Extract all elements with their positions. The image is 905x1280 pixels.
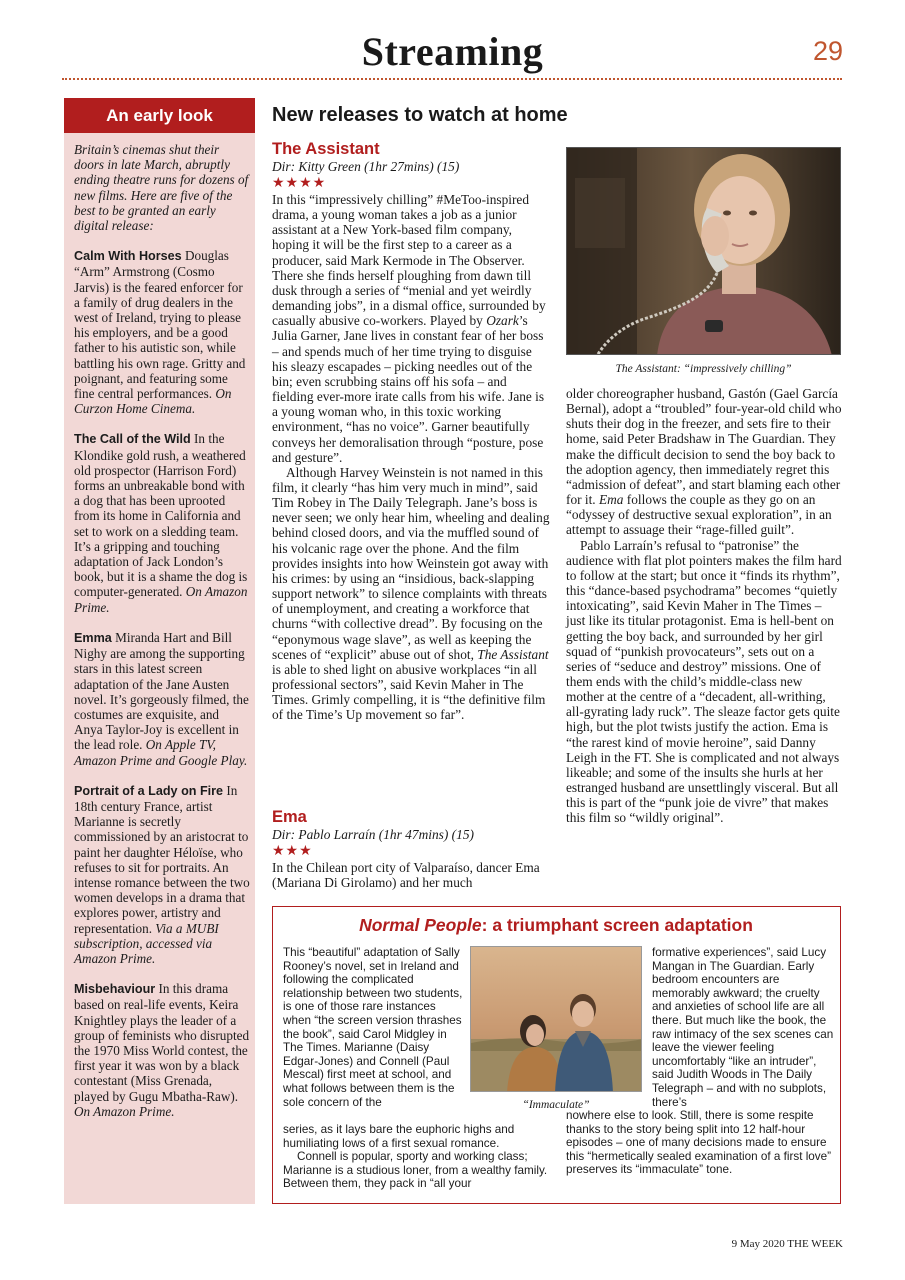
- photo-caption: The Assistant: “impressively chilling”: [615, 363, 792, 375]
- sidebar-item-text: Douglas “Arm” Armstrong (Cosmo Jarvis) is the feared enforcer for a family of drug dealers in the west of Ireland, trying to please his employers, and be a good father to his autistic son, while battling his own rage. Gritty and poignant, and featuring some fine central performances.: [74, 248, 246, 402]
- review-text: ’s Julia Garner, Jane lives in constant fear of her boss – and spends much of her time trying to disguise his sleazy escapades – picking needles out of the bin; even scrubbing stains off his sofa – and fielding ever-more irate calls from his wife. Jane is a young woman who, in this toxic working environment, “has no voice”. Garner beautifully conveys her demoralisation through “posture, pose and gesture”.: [272, 313, 545, 465]
- review-text-italic: The Assistant: [477, 646, 549, 662]
- sidebar-intro: Britain’s cinemas shut their doors in late March, abruptly ending theatre runs for dozens of new films. Here are five of the best to be granted an early digital release:: [74, 142, 249, 234]
- sidebar-item: [74, 783, 250, 966]
- film-director: Dir: Kitty Green (1hr 27mins) (15): [272, 159, 460, 174]
- review-text-italic: Ozark: [486, 313, 519, 329]
- film-title: The Assistant: [272, 140, 380, 158]
- review-text: Although Harvey Weinstein is not named in this film, it clearly “has him very much in mind”, said Tim Robey in The Daily Telegraph. Jane’s boss is never seen; we only hear him, wheeling and dealing behind closed doors, and via the muffled sound of his volcanic rage over the phone. And the film provides insights into how Weinstein got away with his crimes: by using an “insidious, back-slapping support network” to silence complaints with threats of unemployment, and creating a workforce that churns “with collective dread”. By focusing on the “eponymous wage slave”, as well as keeping the scenes of “explicit” abuse out of shot,: [272, 464, 550, 662]
- box-heading-rest: : a triumphant screen adaptation: [481, 915, 753, 935]
- sidebar-item-where: Via a MUBI subscription, accessed via Amazon Prime.: [74, 920, 219, 966]
- review-text: is able to shed light on abusive workplaces “in all professional sectors”, said Kevin Maher in The Times. Grimly compelling, it is “the definitive film of the Time’s Up movement so far”.: [272, 661, 546, 723]
- star-rating: ★★★: [272, 844, 313, 859]
- sidebar-item: [74, 248, 250, 416]
- header-divider: [62, 78, 842, 80]
- sidebar-item-where: On Apple TV, Amazon Prime and Google Play.: [74, 737, 248, 768]
- review-paragraph: In the Chilean port city of Valparaíso, dancer Ema (Mariana Di Girolamo) and her much: [272, 860, 540, 891]
- sidebar-heading: An early look: [64, 98, 255, 133]
- review-ema: [272, 808, 550, 890]
- sidebar-item-text: In the Klondike gold rush, a weathered old prospector (Harrison Ford) forms an unbreakable bond with a dog that has been uprooted from its home in California and set to work on a sledding team. It’s a gripping and touching adaptation of Jack London’s book, but it is a shame the dog is computer-generated.: [74, 431, 248, 600]
- still-normal-people: [470, 946, 642, 1092]
- page-footer: 9 May 2020 THE WEEK: [731, 1238, 843, 1250]
- box-right-continued: nowhere else to look. Still, there is some respite thanks to the story being split into 12 half-hour episodes – one of many decisions made to ensure this “hermetically sealed examination of a first love” preserves its “immaculate” tone.: [566, 1109, 832, 1177]
- sidebar-item-title: Portrait of a Lady on Fire: [74, 783, 224, 798]
- section-title: Streaming: [361, 29, 544, 74]
- sidebar-item: [74, 431, 250, 614]
- sidebar-item-title: Emma: [74, 630, 112, 645]
- sidebar-item-title: Misbehaviour: [74, 982, 156, 997]
- sidebar-item-where: On Curzon Home Cinema.: [74, 386, 232, 417]
- sidebar-item-where: On Amazon Prime.: [74, 584, 248, 615]
- sidebar-item-text: Miranda Hart and Bill Nighy are among the supporting stars in this latest screen adaptation of the Jane Austen novel. It’s gorgeously filmed, the costumes are exquisite, and Anya Taylor-Joy is excellent in the lead role.: [74, 629, 249, 753]
- review-paragraph: [272, 192, 550, 465]
- the-assistant-photo: [567, 148, 841, 355]
- box-right-column: formative experiences”, said Lucy Mangan in The Guardian. Early bedroom encounters are memorably awkward; the cruelty and anxieties of school life are all there. But much like the book, the raw intimacy of the sex scenes can leave the viewer feeling uncomfortably “like an intruder”, said Judith Woods in The Daily Telegraph – and with no subplots, there’s: [652, 946, 834, 1109]
- review-the-assistant: [272, 140, 550, 722]
- sidebar-item-where: On Amazon Prime.: [74, 1103, 175, 1119]
- film-director: Dir: Pablo Larraín (1hr 47mins) (15): [272, 827, 474, 842]
- review-paragraph: [566, 386, 842, 538]
- review-paragraph: [272, 465, 550, 723]
- sidebar-item-text: In this drama based on real-life events, Keira Knightley plays the leader of a group of feminists who disrupted the 1970 Miss World contest, the first year it was won by a black contestant (Miss Grenada, played by Gugu Mbatha-Raw).: [74, 981, 250, 1104]
- review-paragraph: Pablo Larraín’s refusal to “patronise” the audience with flat plot pointers makes the film hard to follow at the start; but once it “finds its rhythm”, this “dance-based psychodrama” becomes “quietly intoxicating”, said Kevin Maher in The Times – just like its titular protagonist. Ema is hell-bent on getting the boy back, and surrounded by her girl squad of “punkish provocateurs”, sets out on a series of “seduce and destroy” missions. One of them ends with the child’s middle-class new mother at the centre of a “decadent, all-writhing, all-gyrating lady ruck”. The sleaze factor gets quite high, but the plot twists justify the action. Ema is “the rarest kind of movie heroine”, said Danny Leigh in the FT. She is complicated and not always likeable; and some of the insults she hurls at her estranged husband are unsettlingly visceral. But all this is part of the “punk joie de vivre” that makes this film so “wildly original”.: [566, 537, 842, 826]
- sidebar-item: [74, 981, 250, 1119]
- review-text: follows the couple as they go on an “odyssey of destructive sexual exploration”, in an attempt to assuage their “rage-filled guilt”.: [566, 492, 832, 538]
- review-text: In this “impressively chilling” #MeToo-inspired drama, a young woman takes a job as a junior assistant at a New York-based film company, hoping it will be the first step to a career as a producer, said Mark Kermode in The Observer. There she finds herself ploughing from dawn till dusk through a series of “menial and yet weirdly demanding jobs”, in a dismal office, surrounded by casually abusive co-workers. Played by: [272, 192, 546, 329]
- sidebar-early-look: [64, 98, 255, 1204]
- main-heading: New releases to watch at home: [272, 104, 568, 126]
- still-the-assistant: [566, 147, 841, 355]
- sidebar-item-title: The Call of the Wild: [74, 432, 191, 447]
- box-heading-italic: Normal People: [359, 915, 482, 935]
- sidebar-item-text: In 18th century France, artist Marianne is secretly commissioned by an aristocrat to paint her daughter Héloïse, who refuses to sit for portraits. An intense romance between the two women develops in a drama that explores power, artistry and representation.: [74, 782, 250, 936]
- review-text: older choreographer husband, Gastón (Gael García Bernal), adopt a “troubled” four-year-old child who shuts their dog in the freezer, and sets fire to their home, said Peter Bradshaw in The Guardian. They make the difficult decision to send the boy back to the adoption agency, then immediately regret this “admission of defeat”, and start blaming each other for it.: [566, 386, 842, 508]
- film-title: Ema: [272, 808, 307, 826]
- box-left-continued: [283, 1123, 553, 1191]
- box-left-column: This “beautiful” adaptation of Sally Rooney’s novel, set in Ireland and following the complicated relationship between two students, is one of those rare instances when “the screen version thrashes the book”, said Carol Midgley in The Times. Marianne (Daisy Edgar-Jones) and Connell (Paul Mescal) first meet at school, and what follows between them is the sole concern of the: [283, 946, 463, 1109]
- sidebar-body: [74, 142, 250, 1134]
- review-ema-continued: [566, 386, 842, 826]
- review-body: [272, 192, 550, 722]
- star-rating: ★★★★: [272, 176, 327, 191]
- box-heading: [273, 915, 839, 936]
- box-paragraph: series, as it lays bare the euphoric highs and humiliating lows of a first sexual romance.: [283, 1123, 515, 1150]
- box-paragraph: Connell is popular, sporty and working class; Marianne is a studious loner, from a wealthy family. Between them, they pack in “all your: [283, 1150, 548, 1191]
- sidebar-item: [74, 630, 250, 768]
- sidebar-item-title: Calm With Horses: [74, 249, 182, 264]
- normal-people-photo: [471, 947, 642, 1092]
- review-text-italic: Ema: [598, 492, 624, 508]
- page-number: 29: [812, 36, 843, 66]
- photo-caption: “Immaculate”: [522, 1099, 590, 1111]
